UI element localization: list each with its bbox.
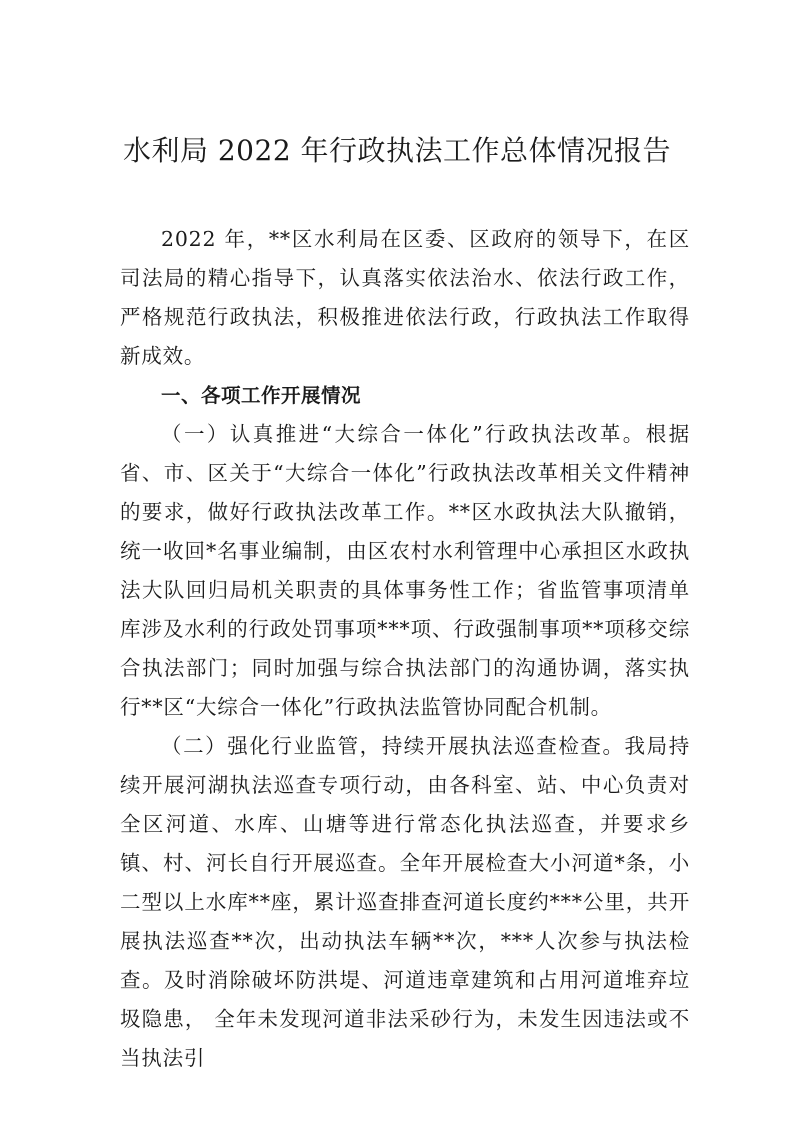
document-body [120,220,690,1078]
paragraph-supervision: （二）强化行业监管，持续开展执法巡查检查。我局持续开展河湖执法巡查专项行动，由各科室、站、中心负责对全区河道、水库、山塘等进行常态化执法巡查，并要求乡镇、村、河长自行开展巡查。全年开展检查大小河道*条，小二型以上水库**座，累计巡查排查河道长度约***公里，共开展执法巡查**次，出动执法车辆**次，***人次参与执法检查。及时消除破坏防洪堤、河道违章建筑和占用河道堆弃垃圾隐患， 全年未发现河道非法采砂行为，未发生因违法或不当执法引 [120,734,690,1070]
section-heading: 一、各项工作开展情况 [161,384,362,407]
document-title: 水利局 2022 年行政执法工作总体情况报告 [122,134,672,167]
intro-paragraph: 2022 年，**区水利局在区委、区政府的领导下，在区司法局的精心指导下，认真落实依法治水、依法行政工作，严格规范行政执法，积极推进依法行政，行政执法工作取得新成效。 [120,227,690,368]
paragraph-reform: （一）认真推进“大综合一体化”行政执法改革。根据省、市、区关于“大综合一体化”行政执法改革相关文件精神的要求，做好行政执法改革工作。**区水政执法大队撤销，统一收回*名事业编制，由区农村水利管理中心承担区水政执法大队回归局机关职责的具体事务性工作；省监管事项清单库涉及水利的行政处罚事项***项、行政强制事项**项移交综合执法部门；同时加强与综合执法部门的沟通协调，落实执行**区“大综合一体化”行政执法监管协同配合机制。 [120,422,690,719]
